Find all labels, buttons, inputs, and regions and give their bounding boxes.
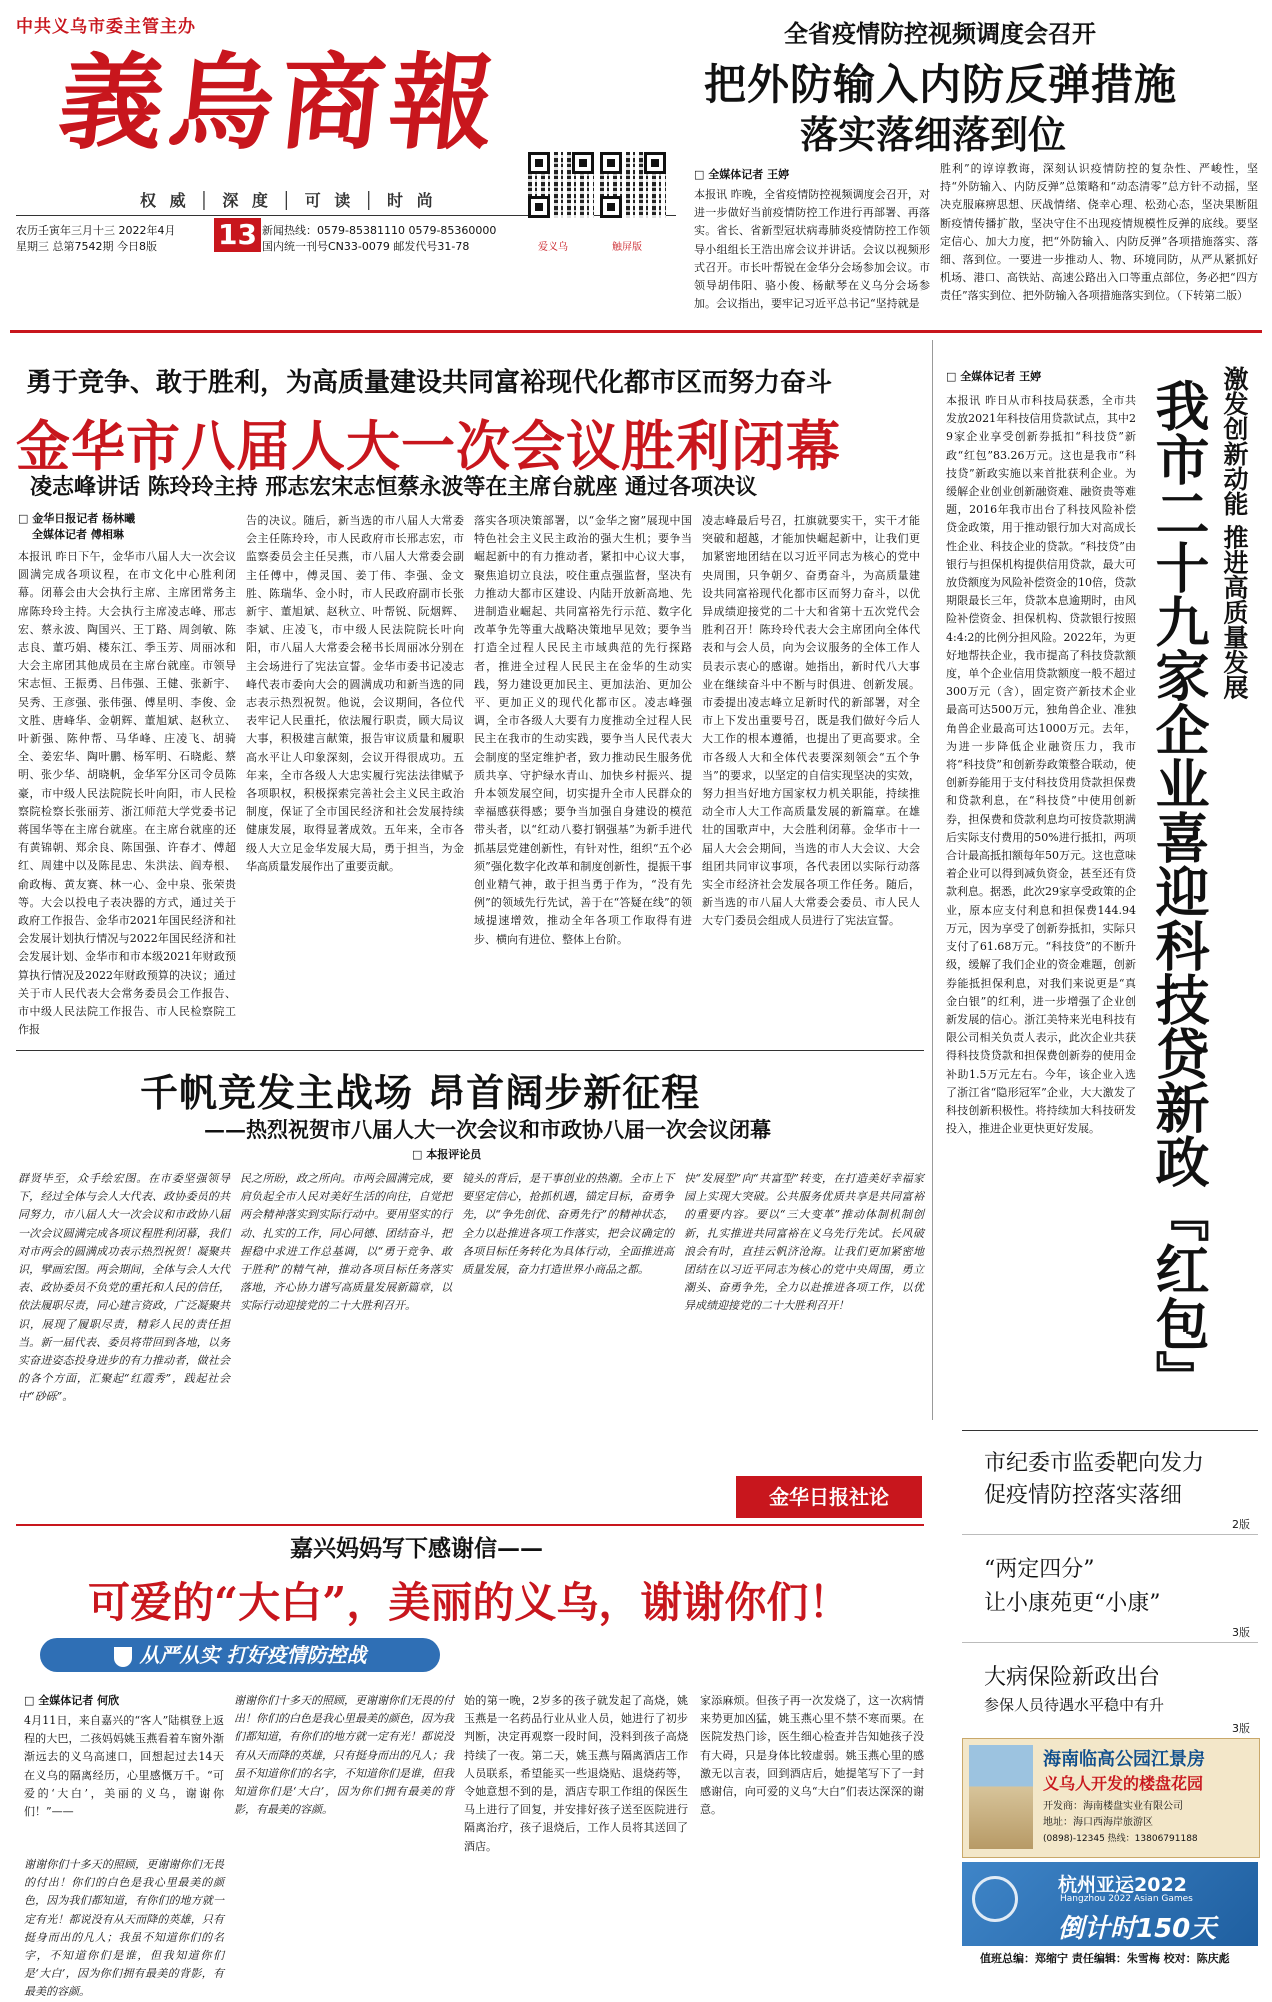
index-item-1-page: 2版: [1232, 1518, 1250, 1531]
qr-code-touch: [600, 152, 666, 218]
shield-icon: [114, 1647, 132, 1667]
commentary-col-2: 民之所盼，政之所向。市两会圆满完成，要肩负起全市人民对美好生活的向往，自觉把两会精神落实到实际行动中。要用坚实的行动、扎实的工作，同心同德、团结奋斗，把握稳中求进工作总基调，以“勇于竞争、敢于胜利”的精气神，推动各项目标任务落实落地，齐心协力谱写高质量发展新篇章，以实际行动迎接党的二十大胜利召开。: [240, 1172, 452, 1313]
feature-byline: [24, 1692, 119, 1708]
index-rule-1: [962, 1534, 1258, 1535]
side-byline: [946, 368, 1041, 384]
main-headline: 金华市八届人大一次会议胜利闭幕: [16, 414, 841, 478]
ad-line-5: (0898)-12345 热线：13806791188: [1043, 1834, 1198, 1844]
issn: 国内统一刊号CN33-0079 邮发代号31-78: [262, 240, 470, 253]
index-item-3-title[interactable]: 大病保险新政出台: [984, 1665, 1161, 1690]
main-col-2: 告的决议。随后，新当选的市八届人大常委会主任陈玲玲，市人民政府市长邢志宏，市监察委员会主任吴燕，市八届人大常委会副主任傅中，傅灵国、姜丁伟、李强、金文胜、陈瑞华、金小时，市人民政府副市长张新宇、董旭斌、赵秋立、叶帮锐、阮烟辉、李斌、庄凌飞，市中级人民法院院长叶向阳，市八届人大常委会秘书长周丽冰分别在主会场进行了宪法宣誓。金华市委书记凌志峰代表市委向大会的圆满成功和新当选的同志表示热烈祝贺。他说，会议期间，各位代表牢记人民重托，依法履行职责，顾大局议大事，积极建言献策，报告审议质量和履职高水平让人印象深刻，会议开得很成功。五年来，全市各级人大忠实履行宪法法律赋予各项职权，积极探索完善社会主义民主政治制度，保证了全市国民经济和社会发展持续健康发展，取得显著成效。五年来，全市各级人大立足金华发展大局，勇于担当，为金华高质量发展作出了重要贡献。: [246, 514, 464, 873]
commentary-rule: [16, 1050, 924, 1051]
asiad-title: 杭州亚运2022: [1058, 1874, 1187, 1896]
date-line-2: 星期三 总第7542期 今日8版: [16, 240, 157, 253]
lead-byline: [694, 166, 789, 182]
feature-divider: [16, 1524, 924, 1526]
feature-banner-text: 从严从实 打好疫情防控战: [139, 1643, 367, 1667]
realestate-ad[interactable]: [962, 1738, 1260, 1858]
feature-banner: [40, 1638, 440, 1672]
main-byline-2: 全媒体记者 傅相琳: [32, 528, 124, 541]
commentary-byline: [412, 1146, 481, 1162]
main-col-3: 落实各项决策部署，以“金华之窗”展现中国特色社会主义民主政治的强大生机；要争当崛起新中的有力推动者，紧扣中心议大事，聚焦追切立良法，咬住重点强监督，坚决有力推动大都市区建设、内陆开放新高地、先进制造业崛起、共同富裕先行示范、数字化改革争先等重大战略决策地早见效；要争当打造全过程人民民主市域典范的先行探路者，推进全过程人民民主在金华的生动实践，努力建设更加民主、更加法治、更加公平、更加正义的现代化都市区。凌志峰强调，全市各级人大要有力度推动全过程人民民主在我市的生动实践，要争当人民代表大会制度的坚定维护者，致力推动民生服务优质共享、守护绿水青山、加快乡村振兴、提升本领发展空间，切实提升全市人民群众的幸福感获得感；要争当加强自身建设的模范带头者，以“红动八婺打钢强基”为新手进代抓基层党建创新性，有针对性，组织“五个必须”强化数字化改革和制度创新性，提振干事创业精气神，敢于担当勇于作为，“没有先例”的领域先行先试，善于在“答疑在线”的领域提速增效，推动全年各项工作取得有进步、横向有进位、整体上台阶。: [474, 514, 692, 946]
feature-kicker: 嘉兴妈妈写下感谢信——: [290, 1535, 543, 1562]
commentary-subhead: ——热烈祝贺市八届人大一次会议和市政协八届一次会议闭幕: [204, 1117, 771, 1142]
lead-kicker: 全省疫情防控视频调度会召开: [784, 19, 1096, 48]
main-col-1: 本报讯 昨日下午，金华市八届人大一次会议圆满完成各项议程，在市文化中心胜利闭幕。闭幕会由大会执行主席、主席团常务主席陈玲玲主持。大会执行主席凌志峰、邢志宏、蔡永波、陶国兴、王丁路、周剑敏、陈志良、董巧娟、楼东江、季玉芳、周丽冰和大会主席团其他成员在主席台就座。市领导宋志恒、王振勇、吕伟强、王健、张新宇、吴秀、王彦强、张伟强、傅星明、李俊、金文胜、唐峰华、金朝辉、董旭斌、赵秋立、叶新强、陈仲帮、马华峰、庄凌飞、胡骑全、姜宏华、陶叶鹏、杨军明、石晓彪、蔡明、张少华、胡晓帆，金华军分区司令员陈豪，市中级人民法院院长叶向阳，市人民检察院检察长张丽芳、浙江师范大学党委书记蒋国华等在主席台就座。在主席台就座的还有黄锦朝、郑余良、陈国强、许春才、傅超红、周建中以及陈昆忠、朱洪法、阎寿根、俞政梅、黄友赛、林一心、金中泉、张荣贵等。大会以投电子表决器的方式，通过关于政府工作报告、金华市2021年国民经济和社会发展计划执行情况与2022年国民经济和社会发展计划、金华市和市本级2021年财政预算执行情况及2022年财政预算的决议；通过关于市人民代表大会常务委员会工作报告、市中级人民法院工作报告、市人民检察院工作报: [18, 550, 236, 1037]
side-col: 本报讯 昨日从市科技局获悉，全市共发放2021年科技信用贷款试点，其中29家企业享受创新券抵扣“科技贷”新政“红包”83.26万元。这也是我市“科技贷”新政实施以来首批获利企业。为缓解企业创业创新融资难、融资贵等难题，2016年我市出台了科技风险补偿贷金政策，用于推动银行加大对高成长性企业、科技企业的贷款。“科技贷”由银行与担保机构提供信用贷款，最大可放贷额度为风险补偿资金的10倍，贷款期限最长三年，贷款本息逾期时，由风险补偿资金、担保机构、贷款银行按照4:4:2的比例分担风险。2022年，为更好地帮扶企业，我市提高了科技贷款额度，单个企业信用贷款额度一般不超过300万元（含），固定资产新技术企业最高可达500万元，独角兽企业、准独角兽企业最高可达1000万元。去年，为进一步降低企业融资压力，我市将“科技贷”和创新券政策整合联动，使创新券能用于支付科技贷用贷款担保费和贷款利息，在“科技贷”中使用创新券，担保费和贷款利息均可按贷款期满后实际支付费用的50%进行抵扣，两项合计最高抵扣额每年50万元。这也意味着企业可以得到减负资金，甚至还有贷款利息。据悉，此次29家享受政策的企业，原本应支付利息和担保费144.94万元，因为享受了创新券抵扣，实际只支付了61.68万元。“科技贷”的不断升级，缓解了我们企业的资金难题，创新券能抵担保利息，对我们来说更是“真金白银”的红利，进一步增强了企业创新发展的信心。浙江美特来光电科技有限公司相关负责人表示，此次企业共获得科技贷贷款和担保费创新券的使用金补助1.5万元左右。今年，该企业入选了浙江省“隐形冠军”企业，大大激发了科技创新积极性。将持续加大科技研发投入，推进企业更快更好发展。: [946, 394, 1136, 1136]
asiad-count: 倒计时150天: [1058, 1914, 1217, 1944]
ad-line-3: 开发商：海南楼盘实业有限公司: [1043, 1801, 1183, 1812]
side-headline: 我市二十九家企业喜迎科技贷新政『红包』: [1147, 378, 1211, 1404]
commentary-col-1: 群贤毕至，众手绘宏图。在市委坚强领导下，经过全体与会人大代表、政协委员的共同努力，市八届人大一次会议和市政协八届一次会议圆满完成各项议程胜利闭幕，我们对市两会的圆满成功表示热烈祝贺！凝聚共识，擘画宏图。两会期间，全体与会人大代表、政协委员不负党的重托和人民的信任，依法履职尽责，同心建言资政，广泛凝聚共识，展现了履职尽责，精彩人民的责任担当。新一届代表、委员将带回到各地，以务实奋进姿态投身进步的有力推动者，做社会的各个方面，汇聚起“红霞秀”，践起社会中“砂砾”。: [18, 1172, 230, 1404]
square-icon: □: [18, 512, 33, 525]
feature-col-1: 4月11日，来自嘉兴的“客人”陆棋登上返程的大巴，二孩妈妈姚玉燕看着车窗外渐渐远去的义乌高速口，回想起过去14天在义乌的隔离经历，心里感慨万千。“可爱的‘大白’，美丽的义乌，谢谢你们！”——: [24, 1714, 224, 1819]
ad-line-2: 义乌人开发的楼盘花园: [1043, 1774, 1204, 1793]
lead-col-2: 胜利”的谆谆教诲，深刻认识疫情防控的复杂性、严峻性，坚持“外防输入、内防反弹”总策略和“动态清零”总方针不动摇，坚决克服麻痹思想、厌战情绪、侥幸心理、松劲心态，坚决果断阻断疫情传播扩散，坚决守住不出现疫情规模性反弹的底线。要坚定信心、加大力度，把“外防输入、内防反弹”各项措施落实、落细、落到位。一要进一步推动人、物、环境同防，从严从紧抓好机场、港口、高铁站、高速公路出入口等重点部位，务必把“四方责任”落实到位、把外防输入各项措施落实到位。（下转第二版）: [940, 162, 1258, 303]
asiad-countdown: [962, 1862, 1258, 1946]
main-subhead: 凌志峰讲话 陈玲玲主持 邢志宏宋志恒蔡永波等在主席台就座 通过各项决议: [30, 474, 757, 500]
square-icon: □: [24, 1694, 39, 1707]
main-byline-1: [18, 510, 135, 526]
side-divider: [932, 340, 933, 1420]
masthead-slogan: 权 威 │ 深 度 │ 可 读 │ 时 尚: [140, 191, 437, 210]
index-rule-0: [962, 1430, 1258, 1431]
asiad-logo-icon: [972, 1876, 1018, 1922]
side-kicker: 激发创新动能 推进高质量发展: [1220, 366, 1249, 700]
lead-headline-1: 把外防输入内防反弹措施: [704, 60, 1178, 109]
lead-byline-text: 全媒体记者 王婷: [708, 168, 790, 181]
feature-col-1b: 谢谢你们十多天的照顾，更谢谢你们无畏的付出！你们的白色是我心里最美的颜色，因为我们都知道，有你们的地方就一定有光！都说没有从天而降的英雄，只有挺身而出的凡人；我虽不知道你们的名字，不知道你们是谁，但我知道你们是‘大白’，因为你们拥有最美的背影，有最美的容颜。: [24, 1858, 224, 1999]
commentary-byline-text: 本报评论员: [426, 1148, 482, 1161]
commentary-col-3: 镜头的背后，是干事创业的热潮。全市上下要坚定信心，抢抓机遇，锚定目标，奋勇争先，以“争先创优、奋勇先行”的精神状态，全力以赴推进各项工作落实，把会议确定的各项目标任务转化为具体行动，全面推进高质量发展，奋力打造世界小商品之都。: [462, 1172, 674, 1277]
index-item-1-title[interactable]: 市纪委市监委靶向发力: [984, 1451, 1205, 1476]
lead-col-1: 本报讯 昨晚，全省疫情防控视频调度会召开，对进一步做好当前疫情防控工作进行再部署、再落实。省长、省新型冠状病毒肺炎疫情防控工作领导小组组长王浩出席会议并讲话。会议以视频形式召开。市长叶帮锐在金华分会场参加会议。市领导胡伟阳、骆小俊、杨献琴在义乌分会场参加。会议指出，要牢记习近平总书记“坚持就是: [694, 188, 930, 311]
ad-line-1: 海南临高公园江景房: [1043, 1749, 1205, 1770]
hotline: 新闻热线：0579-85381110 0579-85360000: [262, 224, 497, 237]
ad-building-image: [969, 1745, 1033, 1849]
feature-col-2: 谢谢你们十多天的照顾，更谢谢你们无畏的付出！你们的白色是我心里最美的颜色，因为我们都知道，有你们的地方就一定有光！都说没有从天而降的英雄，只有挺身而出的凡人；我虽不知道你们的名字，不知道你们是谁，但我知道你们是‘大白’，因为你们拥有最美的背影，有最美的容颜。: [234, 1694, 454, 1817]
main-col-4: 凌志峰最后号召，扛旗就要实干，实干才能突破和超越，才能加快崛起新中，让我们更加紧密地团结在以习近平同志为核心的党中央周围，只争朝夕、奋勇奋斗，为高质量建设共同富裕现代化都市区而努力奋斗，以优异成绩迎接党的二十大和省第十五次党代会胜利召开！陈玲玲代表大会主席团向全体代表和与会人员，向为会议服务的全体工作人员表示衷心的感谢。她指出，新时代八大事业在继续奋斗中不断与时俱进、创新发展。市委提出凌志峰立足新时代的新部署，对全市上下发出重要号召，既是我们做好今后人大工作的根本遵循，也提出了更高要求。全市各级人大和全体代表要深刻领会“五个争当”的要求，以坚定的自信实现坚决的实效，努力担当好地方国家权力机关职能，持续推动全市人大工作高质量发展的新篇章。在雄壮的国歌声中，大会胜利闭幕。金华市十一届人大会会期间，当选的市人大会议、大会组团共同审议事项，各代表团以实际行动落实全市经济社会发展各项工作任务。随后，新当选的市八届人大常委会委员、市人民人大专门委员会组成人员进行了宪法宣誓。: [702, 514, 920, 928]
feature-byline-text: 全媒体记者 何欣: [38, 1694, 120, 1707]
feature-headline: 可爱的“大白”，美丽的义乌，谢谢你们！: [88, 1578, 851, 1627]
qr-label-touch: 触屏版: [612, 242, 642, 253]
side-byline-text: 全媒体记者 王婷: [960, 370, 1042, 383]
index-item-2-title[interactable]: “两定四分”: [984, 1557, 1095, 1582]
main-byline-1-text: 金华日报记者 杨林曦: [32, 512, 136, 525]
masthead-sponsor: 中共义乌市委主管主办: [16, 17, 196, 37]
qr-label-aiyiwu: 爱义乌: [538, 242, 568, 253]
date-line-1: 农历壬寅年三月十三 2022年4月: [16, 224, 176, 237]
feature-col-3: 始的第一晚，2岁多的孩子就发起了高烧，姚玉燕是一名药品行业从业人员，她进行了初步判断，决定再观察一段时间，没料到孩子高烧持续了一夜。第二天，姚玉燕与隔离酒店工作人员联系，希望能买一些退烧贴、退烧药等，令她意想不到的是，酒店专职工作组的保医生马上进行了回复，并安排好孩子送至医院进行隔离治疗，孩子退烧后，工作人员将其送回了酒店。: [464, 1694, 688, 1853]
asiad-en: Hangzhou 2022 Asian Games: [1060, 1894, 1193, 1904]
square-icon: □: [946, 370, 961, 383]
main-kicker: 勇于竞争、敢于胜利，为高质量建设共同富裕现代化都市区而努力奋斗: [26, 368, 833, 398]
ad-line-4: 地址：海口西海岸旅游区: [1043, 1817, 1153, 1828]
issue-day: 13: [214, 218, 261, 252]
index-item-2-sub[interactable]: 让小康苑更“小康”: [984, 1591, 1161, 1616]
footer-credits: 值班总编：郑缩宁 责任编辑：朱雪梅 校对：陈庆彪: [980, 1952, 1230, 1965]
index-item-1-sub[interactable]: 促疫情防控落实落细: [984, 1483, 1183, 1508]
index-rule-2: [962, 1642, 1258, 1643]
square-icon: □: [412, 1148, 427, 1161]
index-item-3-page: 3版: [1232, 1722, 1250, 1735]
editorial-tag: 金华日报社论: [736, 1476, 922, 1518]
masthead-title: 義烏商報: [53, 41, 507, 164]
index-item-3-sub[interactable]: 参保人员待遇水平稳中有升: [984, 1696, 1165, 1714]
qr-code-aiyiwu: [528, 152, 594, 218]
square-icon: □: [694, 168, 709, 181]
commentary-col-4: 快“发展型”向“共富型”转变，在打造美好幸福家园上实现大突破。公共服务优质共享是共同富裕的重要内容。要以“三大变革”推动体制机制创新，扎实推进共同富裕在义乌先行先试。长风破浪会有时，直挂云帆济沧海。让我们更加紧密地团结在以习近平同志为核心的党中央周围，勇立潮头、奋勇争先，全力以赴推进各项工作，以优异成绩迎接党的二十大胜利召开！: [684, 1172, 924, 1313]
top-divider: [10, 330, 1262, 333]
index-item-2-page: 3版: [1232, 1626, 1250, 1639]
commentary-headline: 千帆竞发主战场 昂首阔步新征程: [140, 1070, 701, 1115]
lead-headline-2: 落实落细落到位: [800, 112, 1067, 157]
feature-col-4: 家添麻烦。但孩子再一次发烧了，这一次病情来势更加凶猛，姚玉燕心里不禁不寒而栗。在医院发热门诊，医生细心检查并告知她孩子没有大碍，只是身体比较虚弱。姚玉燕心里的感激无以言表，回到酒店后，她提笔写下了一封感谢信，向可爱的义乌“大白”们表达深深的谢意。: [700, 1694, 924, 1817]
